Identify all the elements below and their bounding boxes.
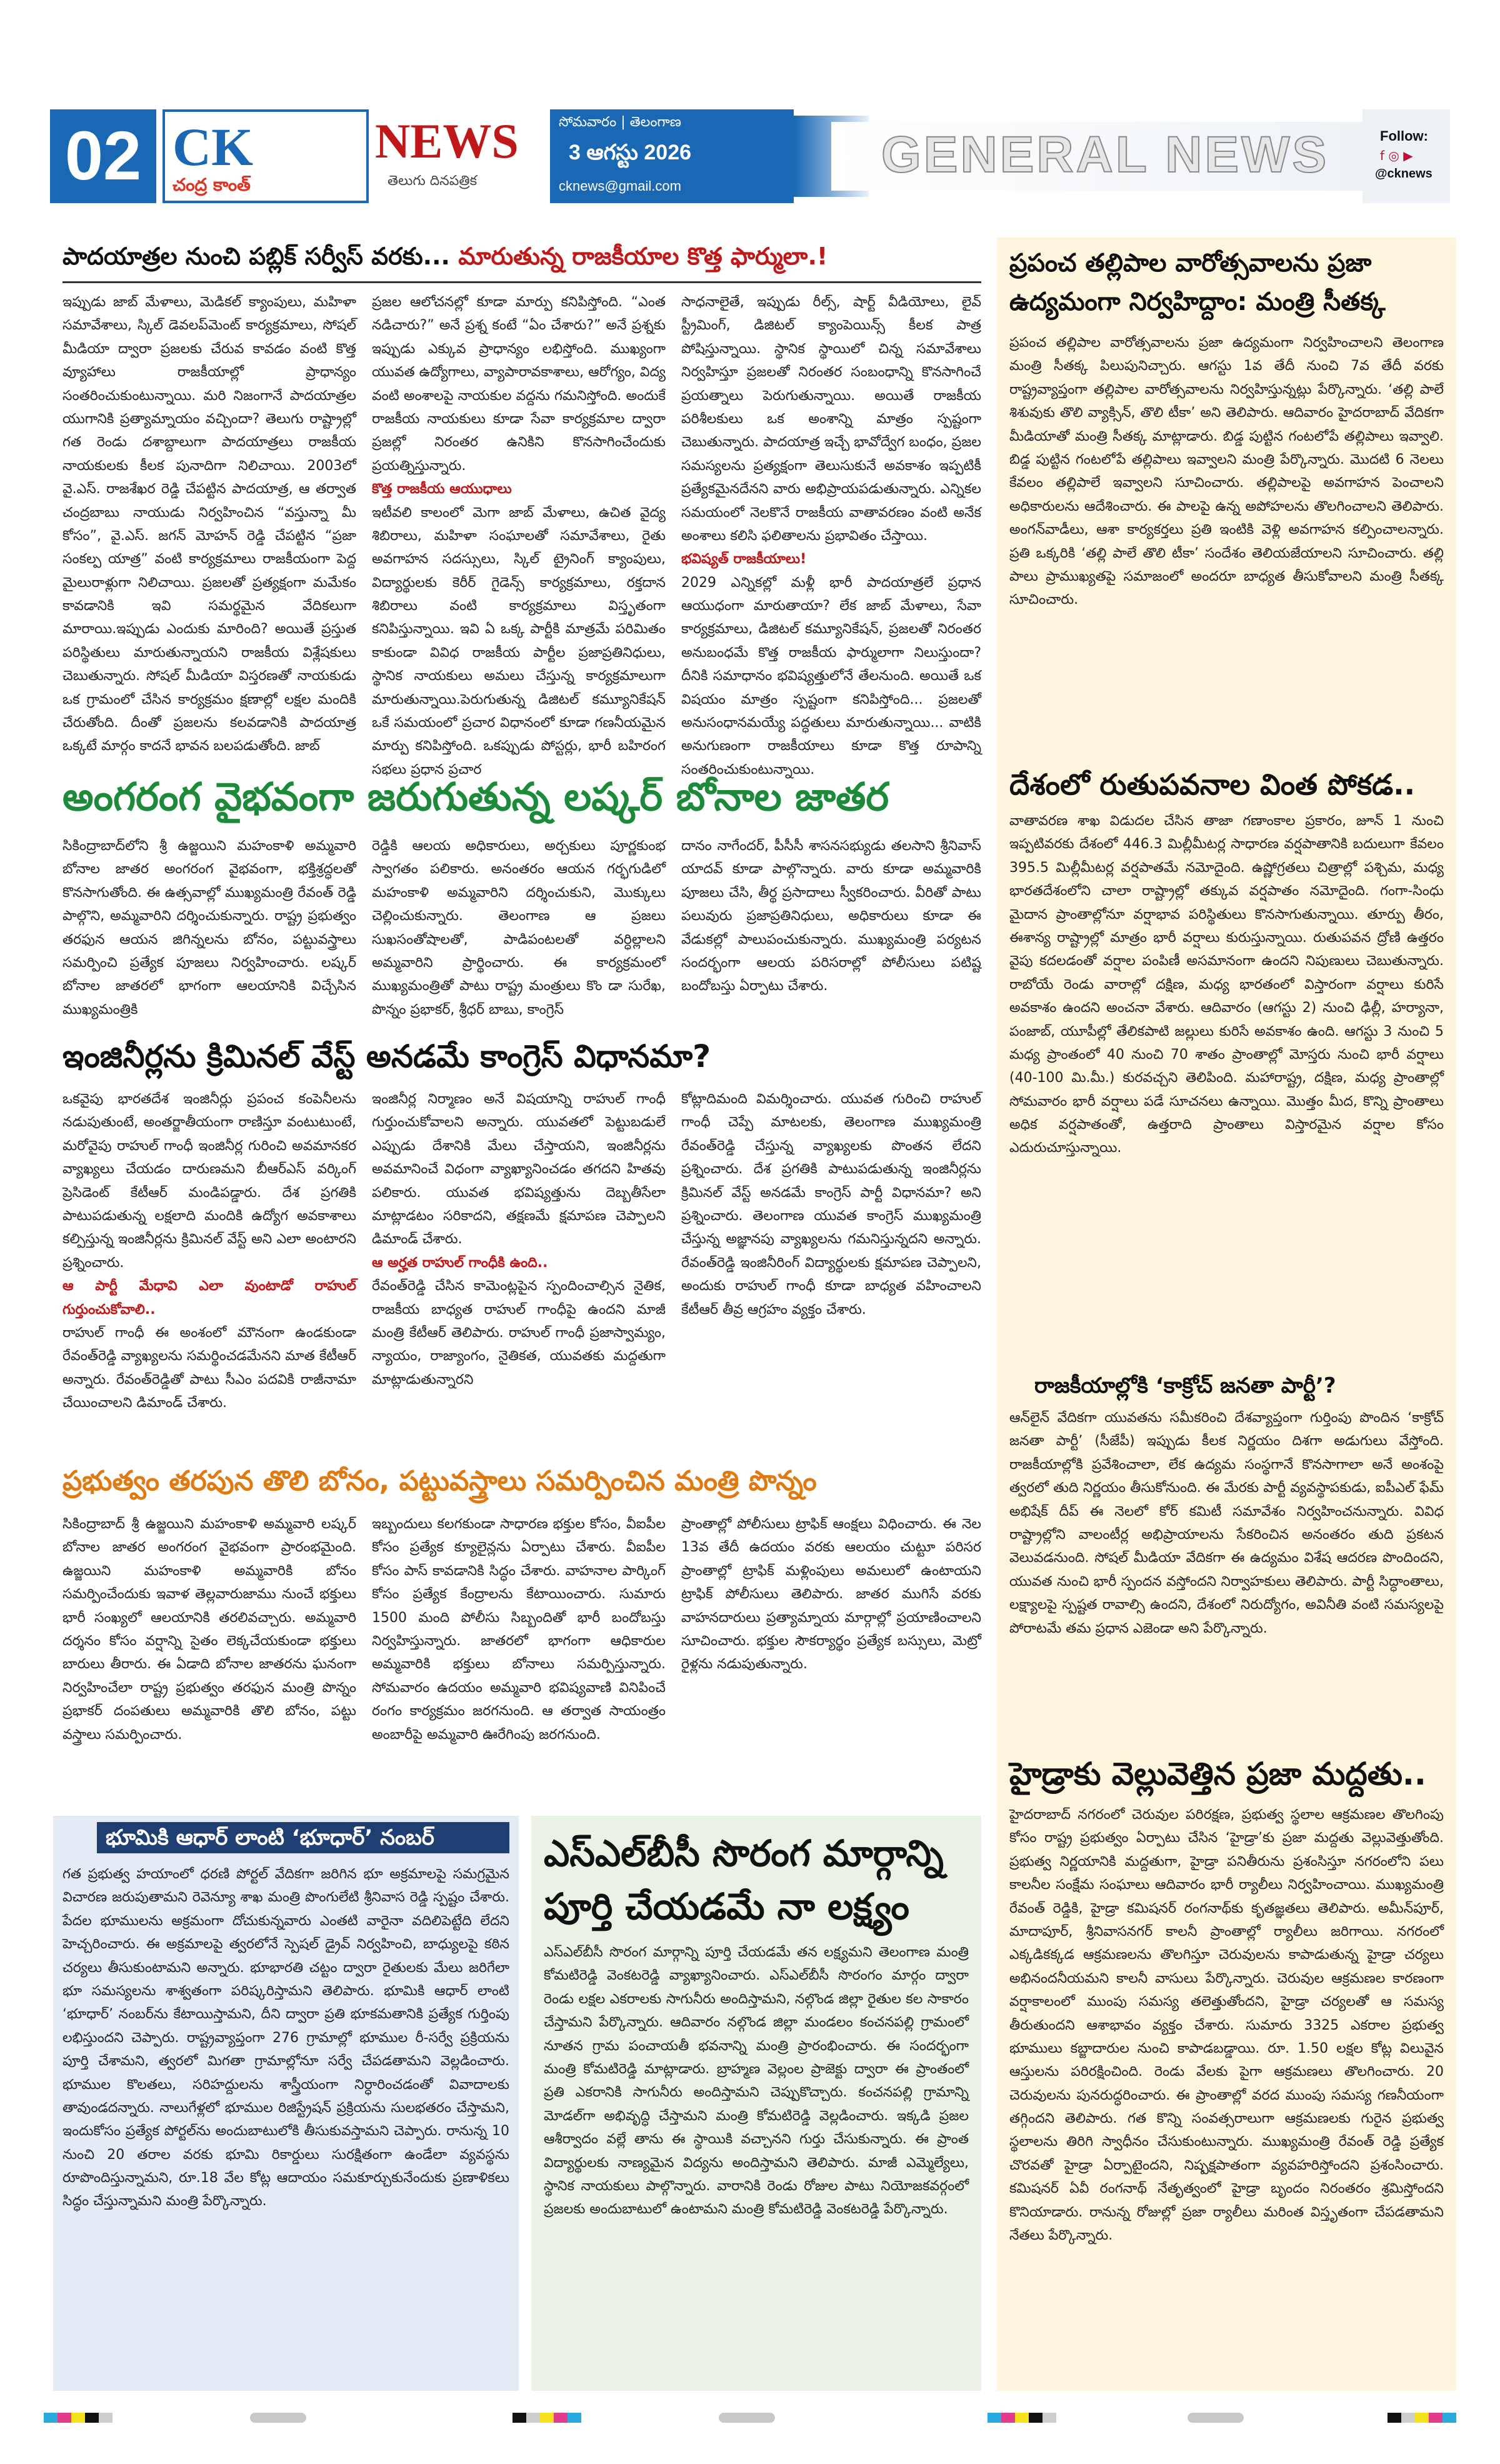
padayatra-col-3b-text: 2029 ఎన్నికల్లో మళ్లీ భారీ పాదయాత్రలే ప్రధాన ఆయుధంగా మారుతాయా? లేక జాబ్ మేళాలు, సేవా కార్యక్రమాలు, డిజిటల్ కమ్యూనికేషన్, ప్రజలతో నిరంతర అనుబంధమే కొత్త రాజకీయ ఫార్ములాగా నిలుస్తుందా? దీనికి సమాధానం భవిష్యత్తులోనే తేలనుంది. అయితే ఒక విషయం మాత్రం స్పష్టంగా కనిపిస్తోంది... ప్రజలతో అనుసంధానమయ్యే పద్ధతులు మారుతున్నాయి... వాటికి అనుగుణంగా రాజకీయాలు కూడా కొత్త రూపాన్ని సంతరించుకుంటున్నాయి. [681, 574, 981, 778]
padayatra-subhead-1: కొత్త రాజకీయ ఆయుధాలు [372, 481, 512, 498]
engineers-col-1b-text: రాహుల్ గాంధీ ఈ అంశంలో మౌనంగా ఉండకుండా రేవంత్‌రెడ్డి వ్యాఖ్యలను సమర్థించడమేనని మాత కేటీఆర్ అన్నారు. రేవంత్‌రెడ్డితో పాటు సీఎం పదవికి రాజీనామా చేయించాలని డిమాండ్ చేశారు. [62, 1325, 356, 1411]
slbc-headline-line-1: ఎస్ఎల్‌బీసీ సొరంగ మార్గాన్ని [544, 1832, 944, 1875]
color-registration-mark [512, 2413, 581, 2423]
registration-bar [719, 2413, 775, 2423]
news-text: NEWS [375, 114, 519, 168]
monsoon-headline: దేశంలో రుతుపవనాల వింత పోకడ.. [1009, 768, 1416, 801]
bhudhaar-headline: భూమికి ఆధార్ లాంటి ‘భూధార్’ నంబర్ [97, 1822, 509, 1853]
hydraa-body: హైదరాబాద్ నగరంలో చెరువుల పరిరక్షణ, ప్రభుత్వ స్థలాల ఆక్రమణల తొలగింపు కోసం రాష్ట్ర ప్రభుత్వం ఏర్పాటు చేసిన ‘హైడ్రా’కు ప్రజా మద్దతు వెల్లువెత్తుతోంది. ప్రభుత్వ నిర్ణయానికి మద్దతుగా, హైడ్రా పనితీరును ప్రశంసిస్తూ నగరంలోని పలు కాలనీల సంక్షేమ సంఘాలు ఆదివారం భారీ ర్యాలీలు నిర్వహించాయి. ముఖ్యమంత్రి రేవంత్ రెడ్డికి, హైడ్రా కమిషనర్ రంగనాథ్‌కు కృతజ్ఞతలు తెలిపారు. అమీన్‌పూర్, మాదాపూర్, శ్రీనివాసనగర్ కాలనీ ప్రాంతాల్లో ర్యాలీలు జరిగాయి. నగరంలో ఎక్కడికక్కడ ఆక్రమణలను తొలగిస్తూ చెరువులను కాపాడుతున్న హైడ్రా చర్యలు అభినందనీయమని కాలనీ వాసులు పేర్కొన్నారు. చెరువుల ఆక్రమణల కారణంగా వర్షాకాలంలో ముంపు సమస్య తలెత్తుతోందని, హైడ్రా చర్యలతో ఆ సమస్య తీరుతుందని ఆశాభావం వ్యక్తం చేశారు. సుమారు 3325 ఎకరాల ప్రభుత్వ భూములు కబ్జాదారుల నుంచి కాపాడబడ్డాయి. రూ. 1.50 లక్షల కోట్ల విలువైన ఆస్తులను పరిరక్షించింది. రెండు వేలకు పైగా ఆక్రమణలు తొలగించారు. 20 చెరువులను పునరుద్ధరించారు. ఈ ప్రాంతాల్లో వరద ముంపు సమస్య గణనీయంగా తగ్గిందని తెలిపారు. గత కొన్ని సంవత్సరాలుగా ఆక్రమణలకు గురైన ప్రభుత్వ స్థలాలను తిరిగి స్వాధీనం చేసుకుంటున్నారు. ముఖ్యమంత్రి రేవంత్ రెడ్డి ప్రత్యేక చొరవతో హైడ్రా ఏర్పాటైందని, నిష్పక్షపాతంగా వ్యవహరిస్తోందని ప్రశంసించారు. కమిషనర్ ఏవీ రంగనాథ్ నేతృత్వంలో హైడ్రా బృందం నిరంతరం శ్రమిస్తోందని కొనియాడారు. రానున్న రోజుల్లో ప్రజా ర్యాలీలు మరింత విస్తృతంగా చేపడతామని నేతలు పేర్కొన్నారు. [1009, 1807, 1444, 2244]
ponnam-headline: ప్రభుత్వం తరపున తొలి బోనం, పట్టువస్త్రాలు సమర్పించిన మంత్రి పొన్నం [62, 1465, 817, 1497]
social-handle: @cknews [1375, 167, 1432, 181]
color-registration-mark [44, 2413, 112, 2423]
headline-part-1: పాదయాత్రల నుంచి పబ్లిక్ సర్వీస్ వరకు... [62, 243, 459, 270]
engineers-col-2 [372, 1088, 666, 1450]
padayatra-col-2-text: ప్రజల ఆలోచనల్లో కూడా మార్పు కనిపిస్తోంది. “ఎంత నడిచారు?” అనే ప్రశ్న కంటే “ఏం చేశారు?” అనే ప్రశ్నకు ఇప్పుడు ఎక్కువ ప్రాధాన్యం లభిస్తోంది. ముఖ్యంగా యువత ఉద్యోగాలు, వ్యాపారావకాశాలు, ఆరోగ్యం, విద్య వంటి అంశాలపై నాయకుల వద్దను గమనిస్తోంది. అందుకే రాజకీయ నాయకులు కూడా సేవా కార్యక్రమాల ద్వారా ప్రజల్లో నిరంతర ఉనికిని కొనసాగించేందుకు ప్రయత్నిస్తున్నారు. [372, 294, 666, 474]
right-sidebar [997, 238, 1456, 2391]
section-banner [831, 122, 1362, 191]
engineers-col-2b-text: రేవంత్‌రెడ్డి చేసిన కామెంట్లపైన స్పందించాల్సిన నైతిక, రాజకీయ బాధ్యత రాహుల్ గాంధీపై ఉందని మాజీ మంత్రి కేటీఆర్ తెలిపారు. రాహుల్ గాంధీ ప్రజాస్వామ్యం, న్యాయం, రాజ్యాంగం, నైతికత, యువతకు మద్దతుగా మాట్లాడుతున్నారని [372, 1278, 666, 1388]
section-title: GENERAL NEWS [881, 126, 1329, 183]
tagline: తెలుగు దినపత్రిక [388, 173, 478, 189]
ck-logo [162, 109, 369, 203]
party-body: ఆన్‌లైన్ వేదికగా యువతను సమీకరించి దేశవ్యాప్తంగా గుర్తింపు పొందిన ‘కాక్రోచ్ జనతా పార్టీ’ (సీజేపీ) ఇప్పుడు కీలక నిర్ణయం దిశగా అడుగులు వేస్తోంది. రాజకీయాల్లోకి ప్రవేశించాలా, లేక ఉద్యమ సంస్థగానే కొనసాగాలా అనే అంశంపై త్వరలో తుది నిర్ణయం తీసుకోనుంది. ఈ మేరకు పార్టీ వ్యవస్థాపకుడు, ఐపీఎల్ ఫేమ్ అభిషేక్ దీప్ ఈ నెలలో కోర్ కమిటీ సమావేశం నిర్వహించనున్నారు. వివిధ రాష్ట్రాల్లోని వాలంటీర్ల అభిప్రాయాలను సేకరించిన అనంతరం తుది ప్రకటన వెలువడనుంది. సోషల్ మీడియా వేదికగా ఈ ఉద్యమం విశేష ఆదరణ పొందిందని, యువత నుంచి భారీ స్పందన వస్తోందని నిర్వాహకులు తెలిపారు. పార్టీ సిద్ధాంతాలు, లక్ష్యాలపై స్పష్టత రావాల్సి ఉందని, దేశంలో నిరుద్యోగం, అవినీతి వంటి సమస్యలపై పోరాటమే తమ ప్రధాన ఎజెండా అని పేర్కొన్నారు. [1009, 1410, 1444, 1636]
headline-part-2: మారుతున్న రాజకీయాల కొత్త ఫార్ములా.! [458, 243, 828, 270]
bonalu-col-2: రెడ్డికి ఆలయ అధికారులు, అర్చకులు పూర్ణకుంభ స్వాగతం పలికారు. అనంతరం ఆయన గర్భగుడిలో మహంకాళి అమ్మవారిని దర్శించుకుని, మొక్కులు చెల్లించుకున్నారు. తెలంగాణ ఆ ప్రజలు సుఖసంతోషాలతో, పాడిపంటలతో వర్ధిల్లాలని అమ్మవారిని ప్రార్థించారు. ఈ కార్యక్రమంలో ముఖ్యమంత్రితో పాటు రాష్ట్ర మంత్రులు కొం డా సురేఖ, పొన్నం ప్రభాకర్, శ్రీధర్ బాబు, కాంగ్రెస్ [372, 838, 666, 1018]
padayatra-col-3-text: సాధనాలైతే, ఇప్పుడు రీల్స్, షార్ట్ వీడియోలు, లైవ్ స్ట్రీమింగ్, డిజిటల్ క్యాంపెయిన్స్ కీలక పాత్ర పోషిస్తున్నాయి. స్థానిక స్థాయిలో చిన్న సమావేశాలు నిర్వహిస్తూ ప్రజలతో నిరంతర సంబంధాన్ని కొనసాగించే ప్రయత్నాలు పెరుగుతున్నాయి. అయితే రాజకీయ పరిశీలకులు ఒక అంశాన్ని మాత్రం స్పష్టంగా చెబుతున్నారు. పాదయాత్ర ఇచ్చే భావోద్వేగ బంధం, ప్రజల సమస్యలను ప్రత్యక్షంగా తెలుసుకునే అవకాశం ఇప్పటికీ ప్రత్యేకమైనదేనని వారు అభిప్రాయపడుతున్నారు. ఎన్నికల సమయంలో నెలకొనే రాజకీయ వాతావరణం వంటి అనేక అంశాలు కలిసి ఫలితాలను ప్రభావితం చేస్తాయి. [681, 294, 981, 544]
party-headline: రాజకీయాల్లోకి ‘కాక్రోచ్ జనతా పార్టీ’? [1034, 1373, 1336, 1398]
social-icons: f ◎ ▶ [1380, 148, 1413, 163]
page-number: 02 [50, 109, 156, 203]
logo-text: CK [172, 117, 253, 177]
email: cknews@gmail.com [559, 178, 681, 194]
tribal-headline: ప్రపంచ తల్లిపాల వారోత్సవాలను ప్రజా ఉద్యమంగా నిర్వహిద్దాం: మంత్రి సీతక్క [1009, 249, 1386, 316]
engineers-col-1-text: ఒకవైపు భారతదేశ ఇంజినీర్లు ప్రపంచ కంపెనీలను నడుపుతుంటే, అంతర్జాతీయంగా రాణిస్తూ వంటుటుంటే, మరోవైపు రాహుల్ గాంధీ ఇంజినీర్ల గురించి అవమానకర వ్యాఖ్యలు చేయడం దారుణమని బీఆర్ఎస్ వర్కింగ్ ప్రెసిడెంట్ కేటీఆర్ మండిపడ్డారు. దేశ ప్రగతికి పాటుపడుతున్న లక్షలాది మందికి ఉద్యోగ అవకాశాలు కల్పిస్తున్న ఇంజినీర్లను క్రిమినల్ వేస్ట్ అని ఎలా అంటారని ప్రశ్నించారు. [62, 1091, 356, 1271]
slbc-panel [531, 1816, 981, 2391]
padayatra-headline [62, 238, 981, 275]
bhudhaar-body: గత ప్రభుత్వ హయాంలో ధరణి పోర్టల్ వేదికగా జరిగిన భూ అక్రమాలపై సమగ్రమైన విచారణ జరుపుతామని రెవెన్యూ శాఖ మంత్రి పొంగులేటి శ్రీనివాస రెడ్డి స్పష్టం చేశారు. పేదల భూములను అక్రమంగా దోచుకున్నవారు ఎంతటి వారైనా వదిలిపెట్టేది లేదని హెచ్చరించారు. ఈ అక్రమాలపై త్వరలోనే స్పెషల్ డ్రైవ్ నిర్వహించి, బాధ్యులపై కఠిన చర్యలు తీసుకుంటామని అన్నారు. భూభారతి చట్టం ద్వారా రైతులకు మేలు జరిగేలా భూ సమస్యలను శాశ్వతంగా పరిష్కరిస్తామని తెలిపారు. భూమికి ఆధార్ లాంటి ‘భూధార్’ నంబర్‌ను కేటాయిస్తామని, దీని ద్వారా ప్రతి భూకమతానికి ప్రత్యేక గుర్తింపు లభిస్తుందని చెప్పారు. రాష్ట్రవ్యాప్తంగా 276 గ్రామాల్లో భూముల రీ-సర్వే ప్రక్రియను పూర్తి చేశామని, త్వరలో మిగతా గ్రామాల్లోనూ సర్వే చేపడతామని వెల్లడించారు. భూముల కొలతలు, సరిహద్దులను శాస్త్రీయంగా నిర్ధారించడంతో వివాదాలకు తావుండదన్నారు. నాలుగేళ్లలో భూముల రిజిస్ట్రేషన్ ప్రక్రియను సులభతరం చేస్తామని, ఇందుకోసం ప్రత్యేక పోర్టల్‌ను అందుబాటులోకి తీసుకువస్తామని చెప్పారు. రానున్న 10 నుంచి 20 తరాల వరకు భూమి రికార్డులు సురక్షితంగా ఉండేలా వ్యవస్థను రూపొందిస్తున్నామని, రూ.18 వేల కోట్ల ఆదాయం సమకూర్చుకునేందుకు ప్రణాళికలు సిద్ధం చేస్తున్నామని మంత్రి పేర్కొన్నారు. [62, 1866, 509, 2210]
engineers-col-1 [62, 1088, 356, 1450]
slbc-headline-line-2: పూర్తి చేయడమే నా లక్ష్యం [544, 1885, 909, 1928]
hydraa-headline: హైడ్రాకు వెల్లువెత్తిన ప్రజా మద్దతు.. [1009, 1756, 1426, 1792]
bonalu-col-3: దానం నాగేందర్, పీసీసీ శాసనసభ్యుడు తలసాని శ్రీనివాస్ యాదవ్ కూడా పాల్గొన్నారు. వారు కూడా అమ్మవారికి పూజలు చేసి, తీర్థ ప్రసాదాలు స్వీకరించారు. వీరితో పాటు పలువురు ప్రజాప్రతినిధులు, అధికారులు కూడా ఈ వేడుకల్లో పాలుపంచుకున్నారు. ముఖ్యమంత్రి పర్యటన సందర్భంగా ఆలయ పరిసరాల్లో పోలీసులు పటిష్ట బందోబస్తు ఏర్పాటు చేశారు. [681, 838, 981, 994]
color-registration-mark [988, 2413, 1056, 2423]
issue-date: 3 ఆగస్టు 2026 [569, 141, 692, 164]
monsoon-body: వాతావరణ శాఖ విడుదల చేసిన తాజా గణాంకాల ప్రకారం, జూన్ 1 నుంచి ఇప్పటివరకు దేశంలో 446.3 మిల్లీమీటర్ల సాధారణ వర్షపాతానికి బదులుగా కేవలం 395.5 మిల్లీమీటర్ల వర్షపాతమే నమోదైంది. ఉష్ణోగ్రతలు చిత్రాల్లో పశ్చిమ, మధ్య భారతదేశంలోని చాలా రాష్ట్రాల్లో తక్కువ వర్షపాతం నమోదైంది. గంగా-సింధు మైదాన ప్రాంతాల్లోనూ వర్షాభావ పరిస్థితులు కొనసాగుతున్నాయి. తూర్పు తీరం, ఈశాన్య రాష్ట్రాల్లో మాత్రం భారీ వర్షాలు కురుస్తున్నాయి. రుతుపవన ద్రోణి ఉత్తరం వైపు కదలడంతో వర్షాల పంపిణీ అసమానంగా ఉందని నిపుణులు చెబుతున్నారు. రాబోయే రెండు వారాల్లో దక్షిణ, మధ్య భారతంలో విస్తారంగా వర్షాలు కురిసే అవకాశం ఉందని అంచనా వేశారు. ఆదివారం (ఆగస్టు 2) నుంచి ఢిల్లీ, హర్యానా, పంజాబ్, యూపీల్లో తేలికపాటి జల్లులు కురిసే అవకాశం ఉంది. ఆగస్టు 3 నుంచి 5 మధ్య ప్రాంతంలో 40 నుంచి 70 శాతం ప్రాంతాల్లో మోస్తరు నుంచి భారీ వర్షాలు (40-100 మి.మీ.) కురవచ్చని తెలిపింది. మహారాష్ట్ర, దక్షిణ, మధ్య ప్రాంతాల్లో సోమవారం భారీ వర్షాలు పడే సూచనలు ఉన్నాయి. మొత్తం మీద, కొన్ని ప్రాంతాలు అధిక వర్షపాతంతో, ఉత్తరాది ప్రాంతాలు విస్తారమైన వర్షాల కోసం ఎదురుచూస్తున్నాయి. [1009, 813, 1444, 1156]
divider [62, 281, 981, 283]
day-state: సోమవారం | తెలంగాణ [559, 114, 681, 130]
news-wordmark [375, 109, 562, 203]
logo-subtitle: చంద్ర కాంత్ [172, 174, 251, 195]
registration-bar [1188, 2413, 1244, 2423]
engineers-subhead-2: ఆ అర్హత రాహుల్ గాంధీకి ఉంది.. [372, 1255, 548, 1271]
follow-label: Follow: [1380, 128, 1428, 144]
ponnam-col-1: సికింద్రాబాద్ శ్రీ ఉజ్జయిని మహంకాళి అమ్మవారి లష్కర్ బోనాల జాతర అంగరంగ వైభవంగా ప్రారంభమైంది. ఉజ్జయిని మహంకాళి అమ్మవారికి బోనం సమర్పించేందుకు ఇవాళ తెల్లవారుజాము నుంచే భక్తులు భారీ సంఖ్యలో ఆలయానికి తరలివచ్చారు. అమ్మవారి దర్శనం కోసం వర్షాన్ని సైతం లెక్కచేయకుండా భక్తులు బారులు తీరారు. ఈ ఏడాది బోనాల జాతరను ఘనంగా నిర్వహించేలా రాష్ట్ర ప్రభుత్వం తరఫున మంత్రి పొన్నం ప్రభాకర్ దంపతులు అమ్మవారికి తొలి బోనం, పట్టు వస్త్రాలు సమర్పించారు. [62, 1516, 356, 1743]
tribal-body: ప్రపంచ తల్లిపాల వారోత్సవాలను ప్రజా ఉద్యమంగా నిర్వహించాలని తెలంగాణ మంత్రి సీతక్క పిలుపునిచ్చారు. ఆగస్టు 1వ తేదీ నుంచి 7వ తేదీ వరకు రాష్ట్రవ్యాప్తంగా తల్లిపాల వారోత్సవాలను నిర్వహిస్తున్నట్లు పేర్కొన్నారు. ‘తల్లి పాలే శిశువుకు తొలి వ్యాక్సిన్, తొలి టీకా’ అని తెలిపారు. ఆదివారం హైదరాబాద్ వేదికగా మీడియాతో మంత్రి సీతక్క మాట్లాడారు. బిడ్డ పుట్టిన గంటలోపే తల్లిపాలు ఇవ్వాలి. బిడ్డ పుట్టిన గంటలోపే తల్లిపాలు ఇవ్వాలని మంత్రి పేర్కొన్నారు. మొదటి 6 నెలలు కేవలం తల్లిపాలే ఇవ్వాలని సూచించారు. తల్లిపాలపై అవగాహన పెంచాలని అధికారులను ఆదేశించారు. ఈ పాలపై ఉన్న అపోహలను తొలగించాలని తెలిపారు. అంగన్‌వాడీలు, ఆశా కార్యకర్తలు ప్రతి ఇంటికి వెళ్లి అవగాహన కల్పించాలన్నారు. ప్రతి ఒక్కరికి ‘తల్లి పాలే తొలి టీకా’ సందేశం తెలియజేయాలని సూచించారు. తల్లి పాలు ప్రాముఖ్యతపై సమాజంలో అందరూ బాధ్యత తీసుకోవాలని మంత్రి సీతక్క సూచించారు. [1009, 335, 1444, 608]
padayatra-subhead-2: భవిష్యత్ రాజకీయాలు! [681, 551, 807, 568]
date-box [550, 109, 794, 203]
follow-box [1362, 109, 1450, 203]
engineers-col-3: కోట్లాదిమంది విమర్శించారు. యువత గురించి రాహుల్ గాంధీ చెప్పే మాటలకు, తెలంగాణ ముఖ్యమంత్రి రేవంత్‌రెడ్డి చేస్తున్న వ్యాఖ్యలకు పొంతన లేదని ప్రశ్నించారు. దేశ ప్రగతికి పాటుపడుతున్న ఇంజినీర్లను క్రిమినల్ వేస్ట్ అనడమే కాంగ్రెస్ పార్టీ విధానమా? అని ప్రశ్నించారు. తెలంగాణ యువత కాంగ్రెస్ ముఖ్యమంత్రి చేస్తున్న అజ్ఞానపు వ్యాఖ్యలను గమనిస్తున్నదని అన్నారు. రేవంత్‌రెడ్డి ఇంజినీరింగ్ విద్యార్థులకు క్షమాపణ చెప్పాలని, అందుకు రాహుల్ గాంధీ కూడా బాధ్యత వహించాలని కేటీఆర్ తీవ్ర ఆగ్రహం వ్యక్తం చేశారు. [681, 1091, 981, 1318]
padayatra-col-3 [681, 291, 981, 778]
ponnam-col-2: ఇబ్బందులు కలగకుండా సాధారణ భక్తుల కోసం, వీఐపీల కోసం ప్రత్యేక క్యూలైన్లను ఏర్పాటు చేశారు. వీఐపీల కోసం పాస్ కావడానికి సిద్ధం చేశారు. వాహనాల పార్కింగ్ కోసం ప్రత్యేక కేంద్రాలను కేటాయించారు. సుమారు 1500 మంది పోలీసు సిబ్బందితో భారీ బందోబస్తు నిర్వహిస్తున్నారు. జాతరలో భాగంగా ఆధికారుల అమ్మవారికి భక్తులు బోనాలు సమర్పిస్తున్నారు. సోమవారం ఉదయం అమ్మవారి భవిష్యవాణి వినిపించే రంగం కార్యక్రమం జరగనుంది. ఆ తర్వాత సాయంత్రం అంబారీపై అమ్మవారి ఊరేగింపు జరగనుంది. [372, 1516, 666, 1743]
bonalu-col-1: సికింద్రాబాద్‌లోని శ్రీ ఉజ్జయిని మహంకాళి అమ్మవారి బోనాల జాతర అంగరంగ వైభవంగా, భక్తిశ్రద్ధలతో కొనసాగుతోంది. ఈ ఉత్సవాల్లో ముఖ్యమంత్రి రేవంత్ రెడ్డి పాల్గొని, అమ్మవారిని దర్శించుకున్నారు. రాష్ట్ర ప్రభుత్వం తరఫున ఆయన జిగిన్నలను బోనం, పట్టువస్త్రాలు సమర్పించి ప్రత్యేక పూజలు నిర్వహించారు. లష్కర్ బోనాల జాతరలో భాగంగా ఆలయానికి విచ్చేసిన ముఖ్యమంత్రికి [62, 838, 356, 1018]
engineers-headline: ఇంజినీర్లను క్రిమినల్ వేస్ట్ అనడమే కాంగ్రెస్ విధానమా? [62, 1038, 711, 1074]
padayatra-col-2b-text: ఇటీవలి కాలంలో మెగా జాబ్ మేళాలు, ఉచిత వైద్య శిబిరాలు, మహిళా సంఘాలతో సమావేశాలు, రైతు అవగాహన సదస్సులు, స్కిల్ ట్రైనింగ్ క్యాంపులు, విద్యార్థులకు కెరీర్ గైడెన్స్ కార్యక్రమాలు, రక్తదాన శిబిరాలు వంటి కార్యక్రమాలు విస్తృతంగా కనిపిస్తున్నాయి. ఇవి ఏ ఒక్క పార్టీకి మాత్రమే పరిమితం కాకుండా వివిధ రాజకీయ పార్టీల ప్రజాప్రతినిధులు, స్థానిక నాయకులు అమలు చేస్తున్న కార్యక్రమాలుగా మారుతున్నాయి.పెరుగుతున్న డిజిటల్ కమ్యూనికేషన్ ఒకే సమయంలో ప్రచార విధానంలో కూడా గణనీయమైన మార్పు కనిపిస్తోంది. ఒకప్పుడు పోస్టర్లు, భారీ బహిరంగ సభలు ప్రధాన ప్రచార [372, 504, 666, 778]
color-registration-mark [1388, 2413, 1456, 2423]
engineers-subhead-1: ఆ పార్టీ మేధావి ఎలా వుంటాడో రాహుల్ గుర్తుంచుకోవాలి.. [62, 1278, 356, 1318]
registration-bar [250, 2413, 306, 2423]
bonalu-headline: అంగరంగ వైభవంగా జరుగుతున్న లష్కర్ బోనాల జాతర [62, 774, 889, 819]
engineers-col-2-text: ఇంజినీర్ల నిర్మాణం అనే విషయాన్ని రాహుల్ గాంధీ గుర్తుంచుకోవాలని అన్నారు. యువతలో పెట్టుబడులే ఎప్పుడు దేశానికి మేలు చేస్తాయని, ఇంజినీర్లను అవమానించే విధంగా వ్యాఖ్యానించడం తగదని హితవు పలికారు. యువత భవిష్యత్తును దెబ్బతీసేలా మాట్లాడటం సరికాదని, తక్షణమే క్షమాపణ చెప్పాలని డిమాండ్ చేశారు. [372, 1091, 666, 1248]
padayatra-col-2 [372, 291, 666, 778]
padayatra-col-1: ఇప్పుడు జాబ్ మేళాలు, మెడికల్ క్యాంపులు, మహిళా సమావేశాలు, స్కిల్ డెవలప్‌మెంట్ కార్యక్రమాలు, సోషల్ మీడియా ద్వారా ప్రజలకు చేరువ కావడం వంటి కొత్త వ్యూహాలు రాజకీయాల్లో ప్రాధాన్యం సంతరించుకుంటున్నాయి. మరి నిజంగానే పాదయాత్రల యుగానికి ప్రత్యామ్నాయం వచ్చిందా? తెలుగు రాష్ట్రాల్లో గత రెండు దశాబ్దాలుగా పాదయాత్రలు రాజకీయ నాయకులకు కీలక పునాదిగా నిలిచాయి. 2003లో వై.ఎస్. రాజశేఖర రెడ్డి చేపట్టిన పాదయాత్ర, ఆ తర్వాత చంద్రబాబు నాయుడు నిర్వహించిన “వస్తున్నా మీ కోసం”, వై.ఎస్. జగన్ మోహన్ రెడ్డి చేపట్టిన “ప్రజా సంకల్ప యాత్ర” వంటి కార్యక్రమాలు రాజకీయంగా పెద్ద మైలురాళ్లుగా నిలిచాయి. ప్రజలతో ప్రత్యక్షంగా మమేకం కావడానికి ఇవి సమర్థమైన వేదికలుగా మారాయి.ఇప్పుడు ఎందుకు మారింది? అయితే ప్రస్తుత పరిస్థితులు మారుతున్నాయని రాజకీయ విశ్లేషకులు చెబుతున్నారు. సోషల్ మీడియా విస్తరణతో నాయకుడు ఒక గ్రామంలో చేసిన కార్యక్రమం క్షణాల్లో లక్షల మందికి చేరుతోంది. దీంతో ప్రజలను కలవడానికి పాదయాత్ర ఒక్కటే మార్గం కాదనే భావన బలపడుతోంది. జాబ్ [62, 294, 356, 754]
masthead [50, 109, 1450, 203]
bhudhaar-panel [53, 1816, 519, 2391]
slbc-body: ఎస్ఎల్‌బీసీ సొరంగ మార్గాన్ని పూర్తి చేయడమే తన లక్ష్యమని తెలంగాణ మంత్రి కోమటిరెడ్డి వెంకటరెడ్డి వ్యాఖ్యానించారు. ఎస్ఎల్‌బీసీ సొరంగం మార్గం ద్వారా రెండు లక్షల ఎకరాలకు సాగునీరు అందిస్తామని, నల్గొండ జిల్లా రైతుల కల సాకారం చేస్తామని పేర్కొన్నారు. ఆదివారం నల్గొండ జిల్లా మండలం కంచనపల్లి గ్రామంలో నూతన గ్రామ పంచాయతీ భవనాన్ని మంత్రి ప్రారంభించారు. ఈ సందర్భంగా మంత్రి కోమటిరెడ్డి మాట్లాడారు. బ్రాహ్మణ వెల్లంల ప్రాజెక్టు ద్వారా ఈ ప్రాంతంలో ప్రతి ఎకరానికి సాగునీరు అందిస్తామని చెప్పుకొచ్చారు. కంచనపల్లి గ్రామాన్ని మోడల్‌గా అభివృద్ధి చేస్తామని మంత్రి కోమటిరెడ్డి వెల్లడించారు. ఇక్కడి ప్రజల ఆశీర్వాదం వల్లే తాను ఈ స్థాయికి వచ్చానని గుర్తు చేసుకున్నారు. ఈ ప్రాంత విద్యార్థులకు నాణ్యమైన విద్యను అందిస్తామని తెలిపారు. మాజీ ఎమ్మెల్యేలు, స్థానిక నాయకులు పాల్గొన్నారు. వారానికి రెండు రోజుల పాటు నియోజకవర్గంలో ప్రజలకు అందుబాటులో ఉంటామని మంత్రి కోమటిరెడ్డి వెంకటరెడ్డి పేర్కొన్నారు. [544, 1945, 969, 2218]
ponnam-col-3: ప్రాంతాల్లో పోలీసులు ట్రాఫిక్ ఆంక్షలు విధించారు. ఈ నెల 13వ తేదీ ఉదయం వరకు ఆలయం చుట్టూ పరిసర ప్రాంతాల్లో ట్రాఫిక్ మళ్లింపులు అమలులో ఉంటాయని ట్రాఫిక్ పోలీసులు తెలిపారు. జాతర ముగిసే వరకు వాహనదారులు ప్రత్యామ్నాయ మార్గాల్లో ప్రయాణించాలని సూచించారు. భక్తుల సౌకర్యార్థం ప్రత్యేక బస్సులు, మెట్రో రైళ్లను నడుపుతున్నారు. [681, 1516, 981, 1673]
